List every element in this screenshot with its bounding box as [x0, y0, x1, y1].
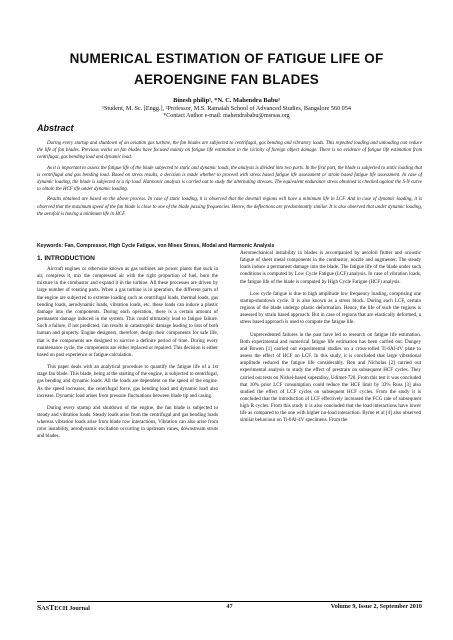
left-column [37, 252, 218, 446]
abstract-heading: Abstract [37, 123, 74, 133]
body-paragraph: Aircraft engines or otherwise known as gas turbines are power plants that suck in air, compress it, mix the compressed air with the right proportion of fuel, burn the mixture in the combustor and expand it in the turbine. All these processes are driven by large number of rotating parts. When a gas turbine is in operation, the different parts of the engine are subjected to extreme loading such as centrifugal loads, thermal loads, gas bending loads, aerodynamic loads, vibration loads, etc. these loads can induce a plastic damage into the components. During each operation, there is a certain amount of permanent damage induced in the system. This could ultimately lead to fatigue failure. Such a failure, if not predicted, can results in catastrophic damage leading to loss of both human and property. Engine designers, therefore, design their components for safe life, that is the components are designed to survive a definite period of time. During every maintenance cycle, the components are either replaced or repaired. This decision is either based on past experience or fatigue calculation. [37, 266, 218, 358]
title-line-2: AEROENGINE FAN BLADES [134, 72, 319, 87]
section-heading-introduction: 1. INTRODUCTION [37, 255, 95, 262]
affiliation: ¹Student, M. Sc. [Engg.], ²Professor, M.S. Ramaiah School of Advanced Studies, Bangalore 560 054 [102, 105, 351, 112]
abstract-paragraph: During every startup and shutdown of an aviation gas turbine, the fan blades are subjected to centrifugal, gas bending and vibratory loads. This repeated loading and unloading can reduce the life of fan blades. Previous works on fan blades have focused mainly on fatigue life estimation in the vicinity of foreign object damage. There is no evidence of fatigue life estimation from centrifugal, gas bending load and dynamic load. [37, 141, 422, 161]
abstract-paragraph: As it is important to assess the fatigue life of the blade subjected to static and dynamic loads, the analysis is divided into two parts. In the first part, the blade is subjected to static loading that is centrifugal and gas bending load. Based on stress results, a decision is made whether to proceed with stress based fatigue life assessment or strain based fatigue life assessment. In case of dynamic loading, the blade is subjected to a tip load. Harmonic analysis is carried out to study the alternating stresses. The equivalent endurance stress obtained is checked against the S-N curve to obtain the HCF life under dynamic loading. [37, 165, 422, 193]
journal-small-ech: ECH [54, 605, 68, 612]
keywords: Keywords: Fan, Compressor, High Cycle Fatigue, von Mises Stress, Modal and Harmonic Analysis [37, 243, 275, 249]
body-paragraph: This paper deals with an analytical procedure to quantify the fatigue life of a 1st stage fan blade. This blade, being at the starting of the engine, is subjected to centrifugal, gas bending and dynamic loads. All the loads are dependent on the speed of the engine. As the speed increases, the centrifugal force, gas bending load and dynamic load also increase. Dynamic load arises from pressure fluctuations between blade tip and casing. [37, 364, 218, 399]
paper-title [0, 48, 453, 90]
page-number: 47 [226, 603, 233, 610]
authors: Binesh philip¹, *N. C. Mahendra Babu² [173, 97, 280, 104]
footer-rule [37, 601, 422, 602]
journal-word: Journal [69, 605, 90, 612]
abstract [37, 140, 422, 221]
body-paragraph: Low cycle fatigue is due to high amplitude low frequency loading, comprising one startup-shutdown cycle. It is also known as a stress block. During each LCF, certain regions of the blade undergo plastic deformation. Hence, the life of such the regions is assessed by strain based approach. But in case of regions that are elastically deformed, a stress based approach is used to compute the fatigue life. [240, 290, 421, 326]
title-line-1: NUMERICAL ESTIMATION OF FATIGUE LIFE OF [69, 51, 384, 66]
journal-cap-s: S [37, 603, 42, 612]
right-column [240, 250, 421, 430]
journal-small-as: AS [41, 605, 50, 612]
body-paragraph: Unprecedented failures in the past have led to research on fatigue life estimation. Both experimental and numerical fatigue life estimation has been carried out. Dungey and Bowen [1] carried out experimental studies on a cross-rolled Ti-6Al-4V plate to assess the effect of HCF on LCF. In this study, it is concluded that large vibrational amplitude reduced the fatigue life considerably. Ren and Nicholas [2] carried out experimental analysis to study the effect of prestrain on subsequent HCF cycles. They carried out tests on Nickel-based superalloy, Udimet-720. From this test it was concluded that 10% prior LCF consumption could reduce the HCF limit by 33% Russ [3] also studied the effect of LCF cycles on subsequent HCF cycles. From the study it is concluded that the introduction of LCF effectively increased the FCG rate of subsequent high R cycles. From this study it is also concluded that the load interactions have lower life as compared to the one with higher no-load interaction. Byrne et al [4] also observed similar behaviour on Ti-6Al-4V specimens. From the [240, 331, 421, 424]
volume-issue: Volume 9, Issue 2, September 2010 [330, 603, 422, 610]
body-paragraph: Aeromechanical instability in blades is accompanied by aerofoil flutter and acoustic fatigue of sheet metal components in the combustor, nozzle and augmenter. The steady loads induce a permanent damage into the blade. The fatigue life of the blade under such conditions is computed by Low Cycle Fatigue (LCF) analysis. In case of vibration loads, the fatigue life of the blade is computed by High Cycle Fatigue (HCF) analysis. [240, 250, 421, 285]
abstract-paragraph: Results obtained are based on the above process. In case of static loading, it is observed that the dovetail regions will have a minimum life in LCF. And in case of dynamic loading, it is observed that the maximum speed of the fan blade is close to one of the blade passing frequencies. Hence, the deflections are predominantly similar. It is also observed that under dynamic loading, the aerofoil is having a minimum life in HCF. [37, 197, 422, 217]
journal-cap-t: T [49, 603, 55, 612]
body-paragraph: During every startup and shutdown of the engine, the fan blade is subjected to steady and vibration loads. Steady loads arise from the centrifugal and gas bending loads whereas vibration loads arise from blade row interactions, Vibration can also arise from rotor instability, aerodynamic excitation occurring in upstream vanes, downstream struts and blades. [37, 404, 218, 440]
contact-author: *Contact Author e-mail: mahendrababu@msrsas.org [163, 113, 290, 119]
